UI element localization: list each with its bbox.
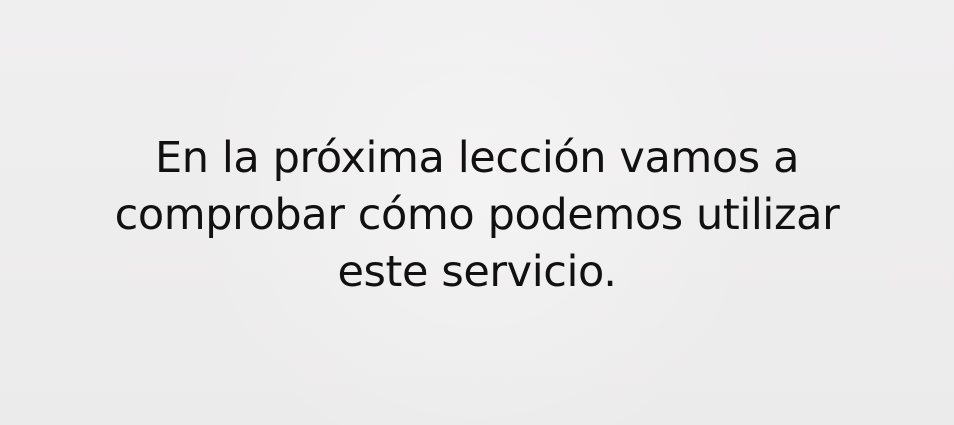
slide-message: En la próxima lección vamos a comprobar cómo podemos utilizar este servicio. [114,133,840,297]
